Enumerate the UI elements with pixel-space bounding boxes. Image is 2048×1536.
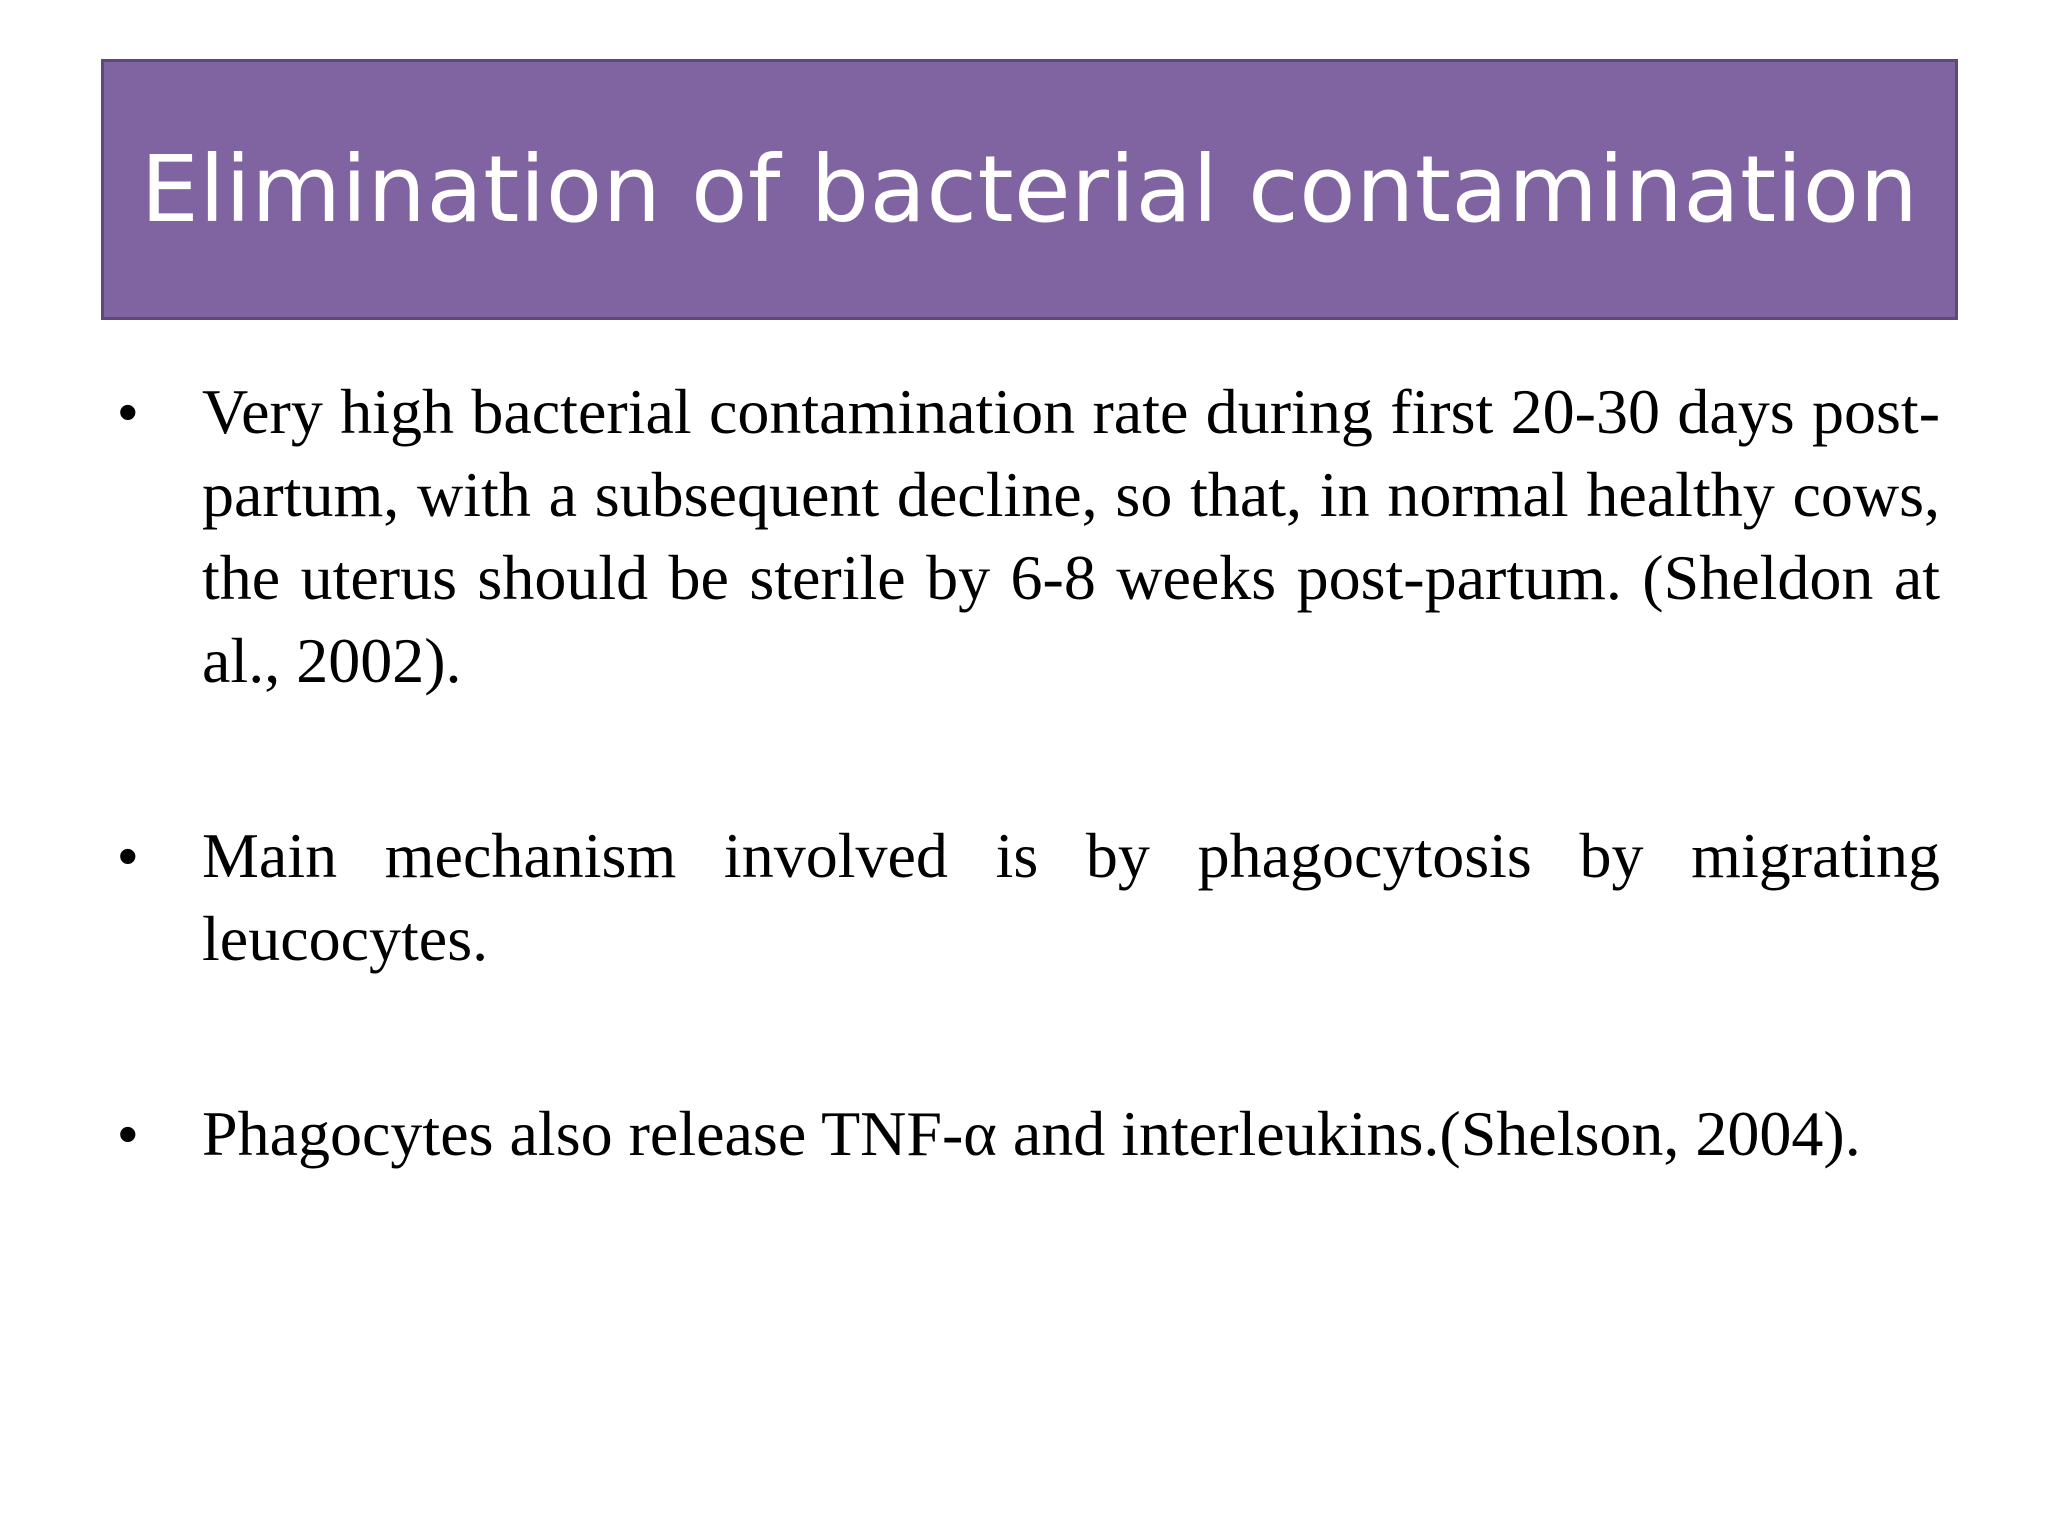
slide-title-banner [101, 59, 1958, 320]
bullet-text: Main mechanism involved is by phagocytosis by migrating leucocytes. [202, 820, 1940, 974]
bullet-text: Very high bacterial contamination rate during first 20-30 days post-partum, with a subsequent decline, so that, in normal healthy cows, the uterus should be sterile by 6-8 weeks post-partum. (Sheldon at al., 2002). [202, 376, 1940, 696]
bullet-dot-icon: • [118, 380, 138, 443]
bullet-dot-icon: • [118, 1102, 138, 1165]
bullet-item [118, 370, 1940, 702]
bullet-text: Phagocytes also release TNF-α and interleukins.(Shelson, 2004). [202, 1098, 1861, 1169]
slide-title: Elimination of bacterial contamination [140, 135, 1919, 243]
bullet-item [118, 1092, 1940, 1175]
bullet-dot-icon: • [118, 824, 138, 887]
bullet-list [118, 370, 1940, 1175]
bullet-item [118, 814, 1940, 980]
